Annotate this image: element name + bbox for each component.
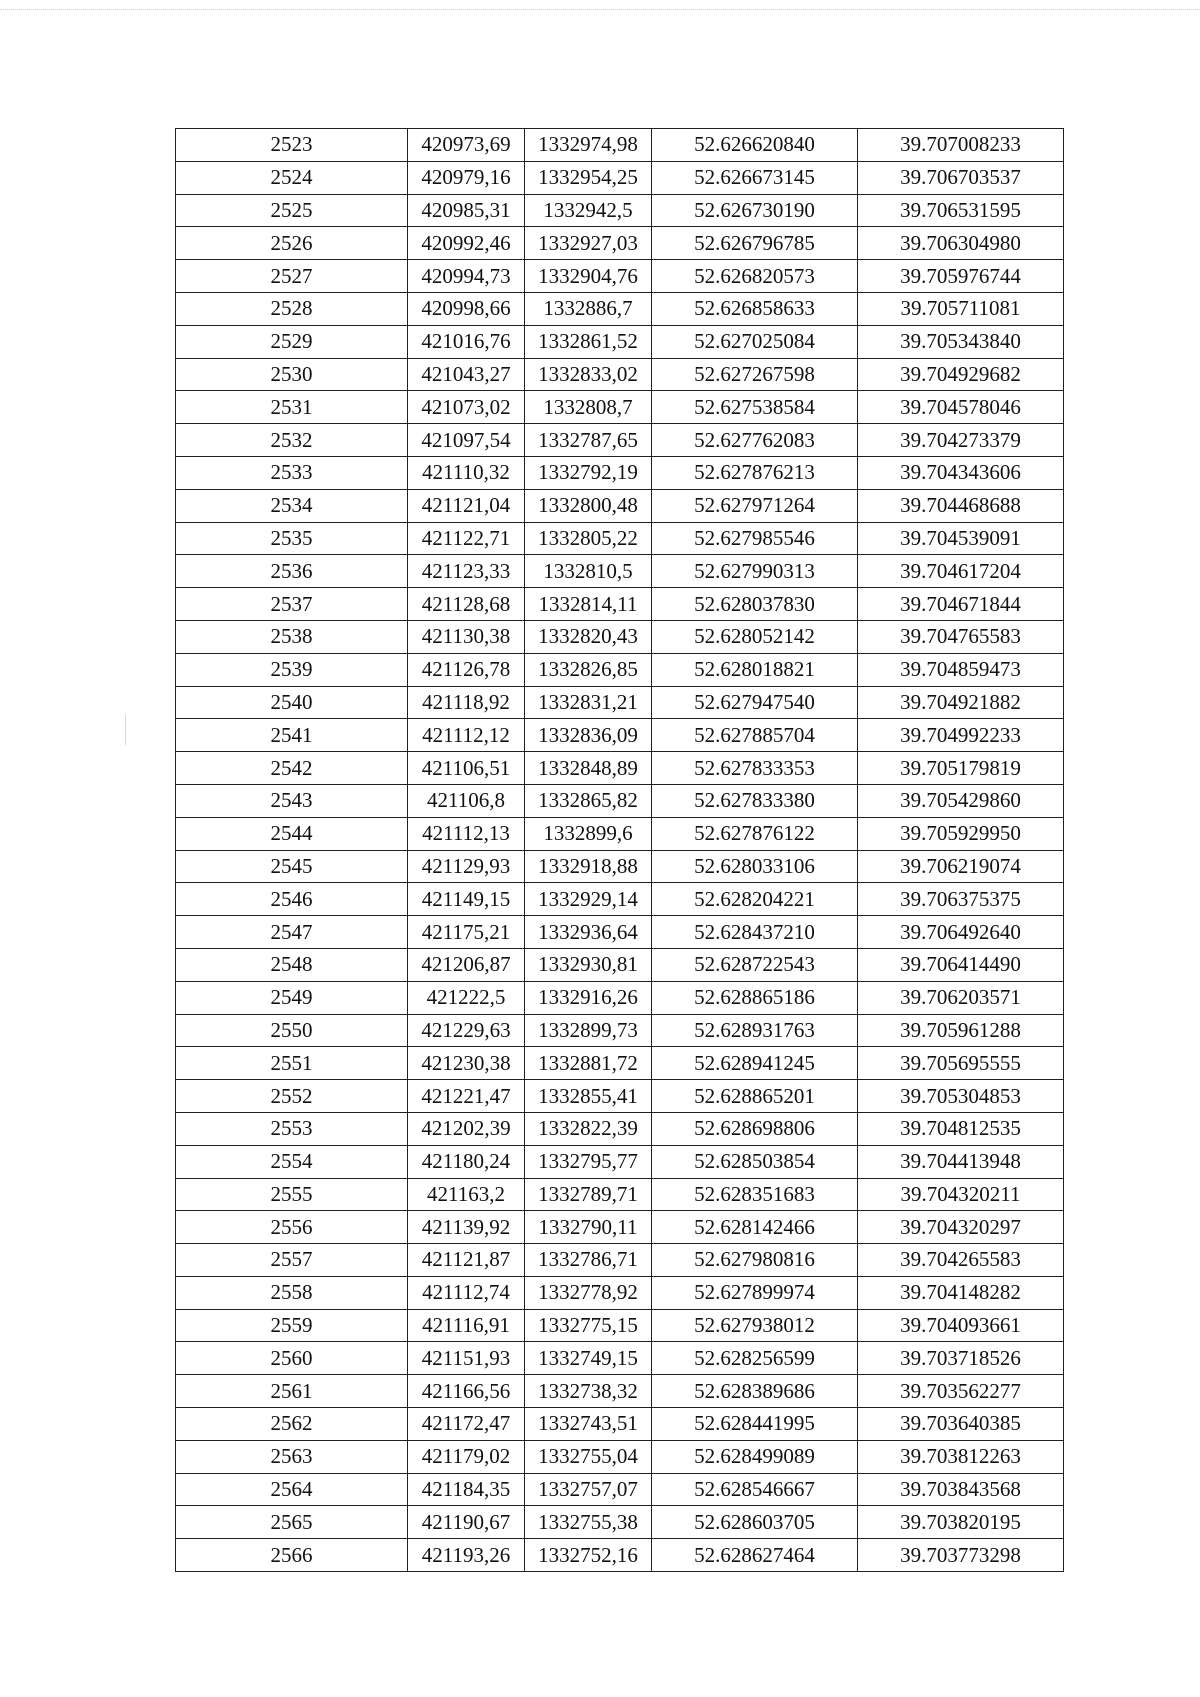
longitude-cell: 39.704320297 bbox=[858, 1211, 1064, 1244]
latitude-cell: 52.628052142 bbox=[652, 620, 858, 653]
table-row bbox=[176, 260, 1064, 293]
y-coordinate-cell: 1332792,19 bbox=[525, 456, 652, 489]
y-coordinate-cell: 1332886,7 bbox=[525, 292, 652, 325]
latitude-cell: 52.628033106 bbox=[652, 850, 858, 883]
longitude-cell: 39.704671844 bbox=[858, 588, 1064, 621]
longitude-cell: 39.704765583 bbox=[858, 620, 1064, 653]
x-coordinate-cell: 421129,93 bbox=[408, 850, 525, 883]
latitude-cell: 52.627938012 bbox=[652, 1309, 858, 1342]
latitude-cell: 52.627990313 bbox=[652, 555, 858, 588]
longitude-cell: 39.703812263 bbox=[858, 1440, 1064, 1473]
longitude-cell: 39.704812535 bbox=[858, 1112, 1064, 1145]
table-row bbox=[176, 784, 1064, 817]
point-number-cell: 2543 bbox=[176, 784, 408, 817]
longitude-cell: 39.703562277 bbox=[858, 1375, 1064, 1408]
point-number-cell: 2562 bbox=[176, 1408, 408, 1441]
longitude-cell: 39.704859473 bbox=[858, 653, 1064, 686]
table-row bbox=[176, 719, 1064, 752]
x-coordinate-cell: 421166,56 bbox=[408, 1375, 525, 1408]
point-number-cell: 2539 bbox=[176, 653, 408, 686]
point-number-cell: 2537 bbox=[176, 588, 408, 621]
longitude-cell: 39.703718526 bbox=[858, 1342, 1064, 1375]
y-coordinate-cell: 1332836,09 bbox=[525, 719, 652, 752]
latitude-cell: 52.628018821 bbox=[652, 653, 858, 686]
latitude-cell: 52.627980816 bbox=[652, 1244, 858, 1277]
table-row bbox=[176, 1473, 1064, 1506]
y-coordinate-cell: 1332899,6 bbox=[525, 817, 652, 850]
point-number-cell: 2545 bbox=[176, 850, 408, 883]
x-coordinate-cell: 421149,15 bbox=[408, 883, 525, 916]
latitude-cell: 52.627833380 bbox=[652, 784, 858, 817]
point-number-cell: 2523 bbox=[176, 129, 408, 162]
table-row bbox=[176, 1506, 1064, 1539]
point-number-cell: 2547 bbox=[176, 916, 408, 949]
x-coordinate-cell: 420998,66 bbox=[408, 292, 525, 325]
y-coordinate-cell: 1332848,89 bbox=[525, 752, 652, 785]
x-coordinate-cell: 421126,78 bbox=[408, 653, 525, 686]
y-coordinate-cell: 1332881,72 bbox=[525, 1047, 652, 1080]
x-coordinate-cell: 421151,93 bbox=[408, 1342, 525, 1375]
longitude-cell: 39.706492640 bbox=[858, 916, 1064, 949]
longitude-cell: 39.703820195 bbox=[858, 1506, 1064, 1539]
x-coordinate-cell: 421016,76 bbox=[408, 325, 525, 358]
latitude-cell: 52.628204221 bbox=[652, 883, 858, 916]
longitude-cell: 39.704273379 bbox=[858, 424, 1064, 457]
x-coordinate-cell: 421121,87 bbox=[408, 1244, 525, 1277]
x-coordinate-cell: 421172,47 bbox=[408, 1408, 525, 1441]
y-coordinate-cell: 1332778,92 bbox=[525, 1276, 652, 1309]
table-row bbox=[176, 686, 1064, 719]
latitude-cell: 52.628865186 bbox=[652, 981, 858, 1014]
x-coordinate-cell: 421106,8 bbox=[408, 784, 525, 817]
table-row bbox=[176, 620, 1064, 653]
table-row bbox=[176, 227, 1064, 260]
y-coordinate-cell: 1332831,21 bbox=[525, 686, 652, 719]
table-row bbox=[176, 1112, 1064, 1145]
longitude-cell: 39.704265583 bbox=[858, 1244, 1064, 1277]
longitude-cell: 39.705711081 bbox=[858, 292, 1064, 325]
table-row bbox=[176, 489, 1064, 522]
point-number-cell: 2566 bbox=[176, 1539, 408, 1572]
x-coordinate-cell: 421073,02 bbox=[408, 391, 525, 424]
point-number-cell: 2565 bbox=[176, 1506, 408, 1539]
table-row bbox=[176, 1014, 1064, 1047]
x-coordinate-cell: 421112,12 bbox=[408, 719, 525, 752]
longitude-cell: 39.705343840 bbox=[858, 325, 1064, 358]
table-row bbox=[176, 1276, 1064, 1309]
y-coordinate-cell: 1332974,98 bbox=[525, 129, 652, 162]
table-row bbox=[176, 1178, 1064, 1211]
point-number-cell: 2524 bbox=[176, 161, 408, 194]
longitude-cell: 39.706375375 bbox=[858, 883, 1064, 916]
y-coordinate-cell: 1332833,02 bbox=[525, 358, 652, 391]
y-coordinate-cell: 1332904,76 bbox=[525, 260, 652, 293]
latitude-cell: 52.628503854 bbox=[652, 1145, 858, 1178]
latitude-cell: 52.627971264 bbox=[652, 489, 858, 522]
point-number-cell: 2534 bbox=[176, 489, 408, 522]
latitude-cell: 52.628865201 bbox=[652, 1080, 858, 1113]
point-number-cell: 2532 bbox=[176, 424, 408, 457]
y-coordinate-cell: 1332749,15 bbox=[525, 1342, 652, 1375]
table-row bbox=[176, 358, 1064, 391]
table-row bbox=[176, 981, 1064, 1014]
y-coordinate-cell: 1332954,25 bbox=[525, 161, 652, 194]
table-row bbox=[176, 883, 1064, 916]
longitude-cell: 39.705929950 bbox=[858, 817, 1064, 850]
point-number-cell: 2556 bbox=[176, 1211, 408, 1244]
table-row bbox=[176, 1440, 1064, 1473]
table-row bbox=[176, 1342, 1064, 1375]
x-coordinate-cell: 421229,63 bbox=[408, 1014, 525, 1047]
y-coordinate-cell: 1332942,5 bbox=[525, 194, 652, 227]
x-coordinate-cell: 421112,74 bbox=[408, 1276, 525, 1309]
longitude-cell: 39.705961288 bbox=[858, 1014, 1064, 1047]
point-number-cell: 2525 bbox=[176, 194, 408, 227]
point-number-cell: 2538 bbox=[176, 620, 408, 653]
latitude-cell: 52.627899974 bbox=[652, 1276, 858, 1309]
latitude-cell: 52.628603705 bbox=[652, 1506, 858, 1539]
point-number-cell: 2529 bbox=[176, 325, 408, 358]
latitude-cell: 52.626673145 bbox=[652, 161, 858, 194]
table-row bbox=[176, 1080, 1064, 1113]
latitude-cell: 52.628941245 bbox=[652, 1047, 858, 1080]
latitude-cell: 52.628351683 bbox=[652, 1178, 858, 1211]
latitude-cell: 52.628256599 bbox=[652, 1342, 858, 1375]
coordinates-table bbox=[175, 128, 1064, 1572]
x-coordinate-cell: 421123,33 bbox=[408, 555, 525, 588]
table-row bbox=[176, 948, 1064, 981]
y-coordinate-cell: 1332800,48 bbox=[525, 489, 652, 522]
latitude-cell: 52.627947540 bbox=[652, 686, 858, 719]
y-coordinate-cell: 1332930,81 bbox=[525, 948, 652, 981]
longitude-cell: 39.706414490 bbox=[858, 948, 1064, 981]
x-coordinate-cell: 421110,32 bbox=[408, 456, 525, 489]
point-number-cell: 2544 bbox=[176, 817, 408, 850]
point-number-cell: 2552 bbox=[176, 1080, 408, 1113]
y-coordinate-cell: 1332757,07 bbox=[525, 1473, 652, 1506]
latitude-cell: 52.628499089 bbox=[652, 1440, 858, 1473]
y-coordinate-cell: 1332927,03 bbox=[525, 227, 652, 260]
point-number-cell: 2550 bbox=[176, 1014, 408, 1047]
point-number-cell: 2559 bbox=[176, 1309, 408, 1342]
x-coordinate-cell: 421118,92 bbox=[408, 686, 525, 719]
latitude-cell: 52.627885704 bbox=[652, 719, 858, 752]
latitude-cell: 52.627876213 bbox=[652, 456, 858, 489]
point-number-cell: 2528 bbox=[176, 292, 408, 325]
y-coordinate-cell: 1332755,38 bbox=[525, 1506, 652, 1539]
y-coordinate-cell: 1332822,39 bbox=[525, 1112, 652, 1145]
y-coordinate-cell: 1332805,22 bbox=[525, 522, 652, 555]
x-coordinate-cell: 421180,24 bbox=[408, 1145, 525, 1178]
coordinates-table-container bbox=[175, 128, 1064, 1572]
point-number-cell: 2526 bbox=[176, 227, 408, 260]
latitude-cell: 52.626820573 bbox=[652, 260, 858, 293]
latitude-cell: 52.628389686 bbox=[652, 1375, 858, 1408]
latitude-cell: 52.627833353 bbox=[652, 752, 858, 785]
longitude-cell: 39.704617204 bbox=[858, 555, 1064, 588]
x-coordinate-cell: 421206,87 bbox=[408, 948, 525, 981]
x-coordinate-cell: 421116,91 bbox=[408, 1309, 525, 1342]
scan-artifact-mark bbox=[125, 715, 126, 745]
y-coordinate-cell: 1332752,16 bbox=[525, 1539, 652, 1572]
latitude-cell: 52.628142466 bbox=[652, 1211, 858, 1244]
longitude-cell: 39.706304980 bbox=[858, 227, 1064, 260]
x-coordinate-cell: 421179,02 bbox=[408, 1440, 525, 1473]
table-row bbox=[176, 129, 1064, 162]
table-row bbox=[176, 1408, 1064, 1441]
point-number-cell: 2561 bbox=[176, 1375, 408, 1408]
table-row bbox=[176, 391, 1064, 424]
x-coordinate-cell: 421202,39 bbox=[408, 1112, 525, 1145]
table-row bbox=[176, 817, 1064, 850]
longitude-cell: 39.706203571 bbox=[858, 981, 1064, 1014]
point-number-cell: 2540 bbox=[176, 686, 408, 719]
table-row bbox=[176, 325, 1064, 358]
point-number-cell: 2557 bbox=[176, 1244, 408, 1277]
latitude-cell: 52.628037830 bbox=[652, 588, 858, 621]
y-coordinate-cell: 1332790,11 bbox=[525, 1211, 652, 1244]
point-number-cell: 2551 bbox=[176, 1047, 408, 1080]
y-coordinate-cell: 1332808,7 bbox=[525, 391, 652, 424]
x-coordinate-cell: 421190,67 bbox=[408, 1506, 525, 1539]
point-number-cell: 2530 bbox=[176, 358, 408, 391]
page-top-edge bbox=[0, 9, 1200, 10]
x-coordinate-cell: 421230,38 bbox=[408, 1047, 525, 1080]
point-number-cell: 2542 bbox=[176, 752, 408, 785]
x-coordinate-cell: 421112,13 bbox=[408, 817, 525, 850]
table-row bbox=[176, 1211, 1064, 1244]
table-row bbox=[176, 653, 1064, 686]
latitude-cell: 52.628698806 bbox=[652, 1112, 858, 1145]
point-number-cell: 2527 bbox=[176, 260, 408, 293]
table-row bbox=[176, 1539, 1064, 1572]
y-coordinate-cell: 1332865,82 bbox=[525, 784, 652, 817]
table-row bbox=[176, 588, 1064, 621]
point-number-cell: 2549 bbox=[176, 981, 408, 1014]
longitude-cell: 39.703843568 bbox=[858, 1473, 1064, 1506]
x-coordinate-cell: 421121,04 bbox=[408, 489, 525, 522]
table-row bbox=[176, 1244, 1064, 1277]
latitude-cell: 52.626796785 bbox=[652, 227, 858, 260]
table-row bbox=[176, 292, 1064, 325]
longitude-cell: 39.704320211 bbox=[858, 1178, 1064, 1211]
table-row bbox=[176, 522, 1064, 555]
latitude-cell: 52.627985546 bbox=[652, 522, 858, 555]
y-coordinate-cell: 1332899,73 bbox=[525, 1014, 652, 1047]
y-coordinate-cell: 1332861,52 bbox=[525, 325, 652, 358]
latitude-cell: 52.627025084 bbox=[652, 325, 858, 358]
latitude-cell: 52.626730190 bbox=[652, 194, 858, 227]
longitude-cell: 39.704413948 bbox=[858, 1145, 1064, 1178]
longitude-cell: 39.704578046 bbox=[858, 391, 1064, 424]
x-coordinate-cell: 421139,92 bbox=[408, 1211, 525, 1244]
x-coordinate-cell: 421193,26 bbox=[408, 1539, 525, 1572]
longitude-cell: 39.705429860 bbox=[858, 784, 1064, 817]
latitude-cell: 52.627538584 bbox=[652, 391, 858, 424]
x-coordinate-cell: 421043,27 bbox=[408, 358, 525, 391]
latitude-cell: 52.628546667 bbox=[652, 1473, 858, 1506]
longitude-cell: 39.704148282 bbox=[858, 1276, 1064, 1309]
x-coordinate-cell: 421175,21 bbox=[408, 916, 525, 949]
x-coordinate-cell: 421122,71 bbox=[408, 522, 525, 555]
longitude-cell: 39.705976744 bbox=[858, 260, 1064, 293]
point-number-cell: 2553 bbox=[176, 1112, 408, 1145]
point-number-cell: 2564 bbox=[176, 1473, 408, 1506]
longitude-cell: 39.706219074 bbox=[858, 850, 1064, 883]
point-number-cell: 2533 bbox=[176, 456, 408, 489]
x-coordinate-cell: 420973,69 bbox=[408, 129, 525, 162]
longitude-cell: 39.704992233 bbox=[858, 719, 1064, 752]
table-row bbox=[176, 1309, 1064, 1342]
latitude-cell: 52.628627464 bbox=[652, 1539, 858, 1572]
longitude-cell: 39.705179819 bbox=[858, 752, 1064, 785]
y-coordinate-cell: 1332814,11 bbox=[525, 588, 652, 621]
y-coordinate-cell: 1332738,32 bbox=[525, 1375, 652, 1408]
y-coordinate-cell: 1332929,14 bbox=[525, 883, 652, 916]
point-number-cell: 2555 bbox=[176, 1178, 408, 1211]
longitude-cell: 39.705304853 bbox=[858, 1080, 1064, 1113]
longitude-cell: 39.706531595 bbox=[858, 194, 1064, 227]
latitude-cell: 52.628437210 bbox=[652, 916, 858, 949]
longitude-cell: 39.704343606 bbox=[858, 456, 1064, 489]
y-coordinate-cell: 1332916,26 bbox=[525, 981, 652, 1014]
table-row bbox=[176, 1375, 1064, 1408]
longitude-cell: 39.703773298 bbox=[858, 1539, 1064, 1572]
latitude-cell: 52.627762083 bbox=[652, 424, 858, 457]
x-coordinate-cell: 420979,16 bbox=[408, 161, 525, 194]
x-coordinate-cell: 420992,46 bbox=[408, 227, 525, 260]
x-coordinate-cell: 420985,31 bbox=[408, 194, 525, 227]
point-number-cell: 2531 bbox=[176, 391, 408, 424]
x-coordinate-cell: 421106,51 bbox=[408, 752, 525, 785]
table-row bbox=[176, 194, 1064, 227]
table-row bbox=[176, 1145, 1064, 1178]
latitude-cell: 52.628441995 bbox=[652, 1408, 858, 1441]
y-coordinate-cell: 1332743,51 bbox=[525, 1408, 652, 1441]
point-number-cell: 2536 bbox=[176, 555, 408, 588]
table-row bbox=[176, 161, 1064, 194]
longitude-cell: 39.705695555 bbox=[858, 1047, 1064, 1080]
longitude-cell: 39.704468688 bbox=[858, 489, 1064, 522]
latitude-cell: 52.628931763 bbox=[652, 1014, 858, 1047]
y-coordinate-cell: 1332795,77 bbox=[525, 1145, 652, 1178]
table-row bbox=[176, 850, 1064, 883]
coordinates-table-body bbox=[176, 129, 1064, 1572]
latitude-cell: 52.627267598 bbox=[652, 358, 858, 391]
longitude-cell: 39.704929682 bbox=[858, 358, 1064, 391]
latitude-cell: 52.626620840 bbox=[652, 129, 858, 162]
point-number-cell: 2546 bbox=[176, 883, 408, 916]
y-coordinate-cell: 1332820,43 bbox=[525, 620, 652, 653]
y-coordinate-cell: 1332755,04 bbox=[525, 1440, 652, 1473]
longitude-cell: 39.704093661 bbox=[858, 1309, 1064, 1342]
point-number-cell: 2554 bbox=[176, 1145, 408, 1178]
table-row bbox=[176, 916, 1064, 949]
y-coordinate-cell: 1332775,15 bbox=[525, 1309, 652, 1342]
latitude-cell: 52.628722543 bbox=[652, 948, 858, 981]
y-coordinate-cell: 1332786,71 bbox=[525, 1244, 652, 1277]
longitude-cell: 39.703640385 bbox=[858, 1408, 1064, 1441]
x-coordinate-cell: 421222,5 bbox=[408, 981, 525, 1014]
x-coordinate-cell: 421184,35 bbox=[408, 1473, 525, 1506]
y-coordinate-cell: 1332826,85 bbox=[525, 653, 652, 686]
latitude-cell: 52.627876122 bbox=[652, 817, 858, 850]
x-coordinate-cell: 421163,2 bbox=[408, 1178, 525, 1211]
x-coordinate-cell: 421130,38 bbox=[408, 620, 525, 653]
y-coordinate-cell: 1332918,88 bbox=[525, 850, 652, 883]
y-coordinate-cell: 1332855,41 bbox=[525, 1080, 652, 1113]
y-coordinate-cell: 1332787,65 bbox=[525, 424, 652, 457]
longitude-cell: 39.704539091 bbox=[858, 522, 1064, 555]
table-row bbox=[176, 1047, 1064, 1080]
table-row bbox=[176, 555, 1064, 588]
y-coordinate-cell: 1332789,71 bbox=[525, 1178, 652, 1211]
point-number-cell: 2560 bbox=[176, 1342, 408, 1375]
longitude-cell: 39.707008233 bbox=[858, 129, 1064, 162]
table-row bbox=[176, 456, 1064, 489]
table-row bbox=[176, 424, 1064, 457]
x-coordinate-cell: 420994,73 bbox=[408, 260, 525, 293]
point-number-cell: 2558 bbox=[176, 1276, 408, 1309]
x-coordinate-cell: 421128,68 bbox=[408, 588, 525, 621]
point-number-cell: 2563 bbox=[176, 1440, 408, 1473]
table-row bbox=[176, 752, 1064, 785]
point-number-cell: 2548 bbox=[176, 948, 408, 981]
y-coordinate-cell: 1332936,64 bbox=[525, 916, 652, 949]
x-coordinate-cell: 421097,54 bbox=[408, 424, 525, 457]
longitude-cell: 39.704921882 bbox=[858, 686, 1064, 719]
y-coordinate-cell: 1332810,5 bbox=[525, 555, 652, 588]
x-coordinate-cell: 421221,47 bbox=[408, 1080, 525, 1113]
point-number-cell: 2535 bbox=[176, 522, 408, 555]
latitude-cell: 52.626858633 bbox=[652, 292, 858, 325]
longitude-cell: 39.706703537 bbox=[858, 161, 1064, 194]
point-number-cell: 2541 bbox=[176, 719, 408, 752]
